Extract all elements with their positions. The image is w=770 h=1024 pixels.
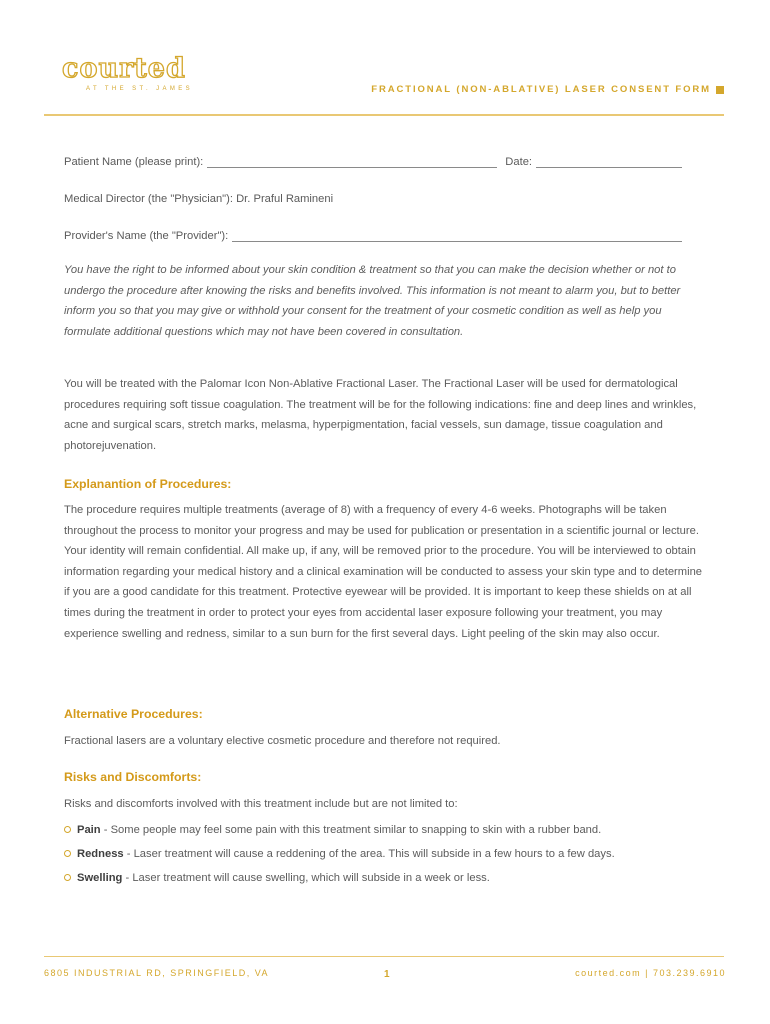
medical-director: Medical Director (the "Physician"): Dr. Praful Ramineni (64, 193, 334, 205)
header-divider (44, 114, 724, 116)
logo-wordmark: courted (62, 53, 186, 84)
risk-item-swelling (64, 872, 490, 884)
bullet-circle-icon (64, 874, 71, 881)
provider-name-field[interactable] (232, 232, 682, 242)
alternatives-heading: Alternative Procedures: (64, 707, 203, 721)
alternatives-paragraph: Fractional lasers are a voluntary elective cosmetic procedure and therefore not required. (64, 735, 501, 747)
risk-desc: - Some people may feel some pain with this treatment similar to snapping to skin with a rubber band. (100, 824, 602, 836)
provider-row (64, 230, 682, 242)
logo-subtext: AT THE ST. JAMES (86, 86, 194, 92)
risk-desc: - Laser treatment will cause swelling, which will subside in a week or less. (122, 872, 490, 884)
patient-name-field[interactable] (207, 158, 497, 168)
risks-intro: Risks and discomforts involved with this treatment include but are not limited to: (64, 798, 458, 810)
risk-item-redness (64, 848, 615, 860)
footer-divider (44, 956, 724, 957)
patient-name-row (64, 156, 682, 168)
explanation-heading: Explanantion of Procedures: (64, 477, 232, 491)
form-title-text: FRACTIONAL (NON-ABLATIVE) LASER CONSENT FORM (371, 84, 711, 95)
date-label: Date: (505, 156, 533, 168)
page-number: 1 (384, 969, 392, 980)
patient-name-label: Patient Name (please print): (64, 156, 204, 168)
explanation-paragraph: The procedure requires multiple treatments (average of 8) with a frequency of every 4-6 weeks. Photographs will be taken throughout the process to monitor your progress and may be used for publication or presentation in a scientific journal or lecture. Your identity will remain confidential. All make up, if any, will be removed prior to the procedure. You will be interviewed to obtain information regarding your medical history and a clinical examination will be conducted to assess your skin type and to determine if you are a good candidate for this treatment. Protective eyewear will be provided. It is important to keep these shields on at all times during the treatment in order to protect your eyes from accidental laser exposure following your treatment, you may experience swelling and redness, similar to a sun burn for the first several days. Light peeling of the skin may also occur. (64, 504, 703, 640)
courted-logo (62, 54, 193, 92)
page-header (44, 52, 724, 116)
date-field[interactable] (536, 158, 682, 168)
intro-paragraph: You have the right to be informed about your skin condition & treatment so that you can make the decision whether or not to undergo the procedure after knowing the risks and benefits involved. This information is not meant to alarm you, but to better inform you so that you may give or withhold your consent for the treatment of your cosmetic condition as well as help you formulate additional questions which may not have been covered in consultation. (64, 264, 681, 338)
risk-term: Pain (77, 824, 101, 836)
risks-heading: Risks and Discomforts: (64, 770, 202, 784)
risk-item-pain (64, 824, 601, 836)
square-icon (716, 86, 724, 94)
treatment-paragraph: You will be treated with the Palomar Icon Non-Ablative Fractional Laser. The Fractional Laser will be used for dermatological procedures requiring soft tissue coagulation. The treatment will be for the following indications: fine and deep lines and wrinkles, acne and surgical scars, stretch marks, melasma, hyperpigmentation, facial vessels, sun damage, tissue coagulation and photorejuvenation. (64, 378, 697, 452)
risk-term: Redness (77, 848, 124, 860)
form-title (371, 84, 724, 95)
risk-term: Swelling (77, 872, 123, 884)
provider-label: Provider's Name (the "Provider"): (64, 230, 229, 242)
risk-desc: - Laser treatment will cause a reddening of the area. This will subside in a few hours to a few days. (123, 848, 615, 860)
footer-contact: courted.com | 703.239.6910 (575, 968, 726, 978)
footer-address: 6805 INDUSTRIAL RD, SPRINGFIELD, VA (44, 968, 270, 978)
bullet-circle-icon (64, 826, 71, 833)
bullet-circle-icon (64, 850, 71, 857)
